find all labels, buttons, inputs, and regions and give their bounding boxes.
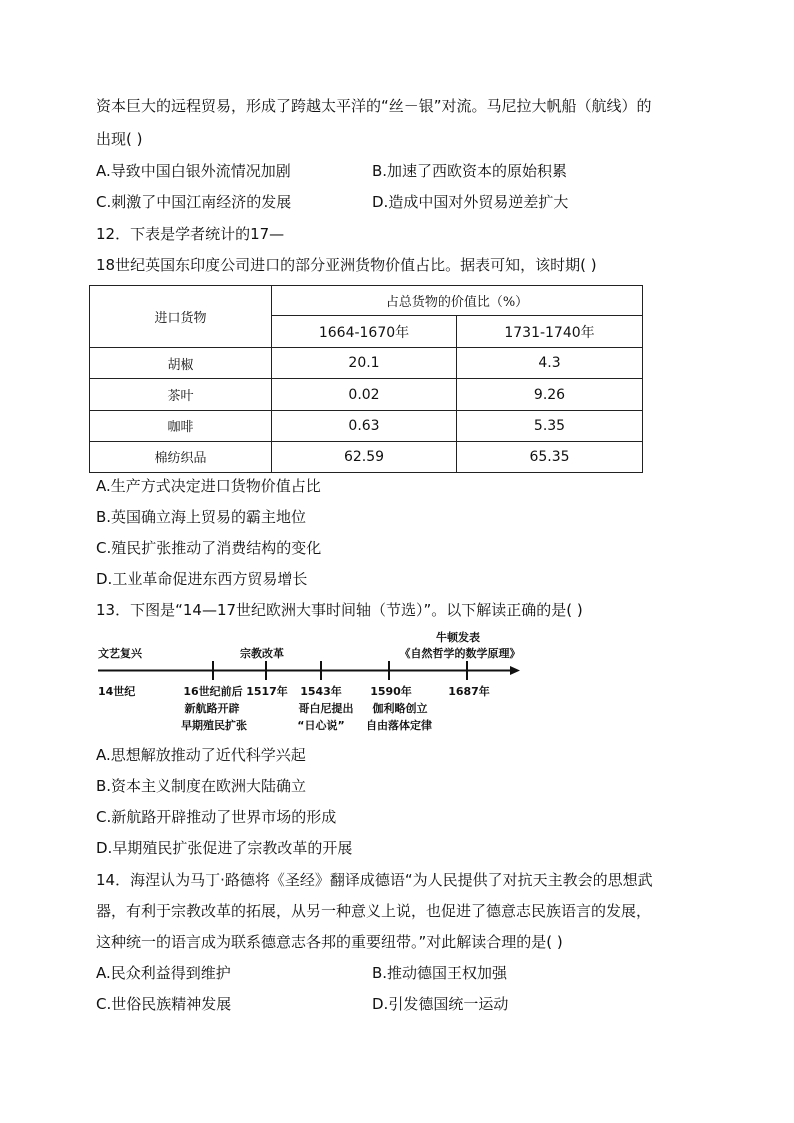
header-period-2: 1731-1740年 xyxy=(457,316,643,348)
value-cell: 5.35 xyxy=(457,410,643,441)
q11-option-c: C.刺激了中国江南经济的发展 xyxy=(96,193,292,211)
q14-option-c: C.世俗民族精神发展 xyxy=(96,995,232,1013)
timeline-label-galileo-2: 自由落体定律 xyxy=(366,719,432,732)
header-import-goods: 进口货物 xyxy=(90,286,272,348)
value-cell: 4.3 xyxy=(457,348,643,379)
timeline-tick-label: 1590年 xyxy=(370,685,412,698)
timeline-label-copernicus-1: 哥白尼提出 xyxy=(298,702,354,715)
q13-option-b: B.资本主义制度在欧洲大陆确立 xyxy=(96,777,307,795)
q13-option-d: D.早期殖民扩张促进了宗教改革的开展 xyxy=(96,839,353,857)
q12-option-a: A.生产方式决定进口货物价值占比 xyxy=(96,477,321,495)
q11-stem-line2: 出现( ) xyxy=(96,130,143,148)
value-cell: 0.02 xyxy=(272,379,457,410)
timeline-label-newton-1: 牛顿发表 xyxy=(436,631,480,644)
goods-cell: 胡椒 xyxy=(90,348,272,379)
q14-stem-line1: 14．海涅认为马丁·路德将《圣经》翻译成德语“为人民提供了对抗天主教会的思想武 xyxy=(96,871,653,889)
timeline-tick-label: 16世纪前后 xyxy=(183,685,243,698)
timeline-label-renaissance: 文艺复兴 xyxy=(98,647,142,660)
q12-stem-line1: 12．下表是学者统计的17— xyxy=(96,225,285,243)
timeline-label-new-routes: 新航路开辟 xyxy=(184,702,240,715)
value-cell: 62.59 xyxy=(272,441,457,472)
table-row xyxy=(90,441,643,472)
header-period-1: 1664-1670年 xyxy=(272,316,457,348)
timeline-tick-label: 1517年 xyxy=(246,685,288,698)
value-cell: 65.35 xyxy=(457,441,643,472)
q14-option-a: A.民众利益得到维护 xyxy=(96,964,231,982)
q12-option-c: C.殖民扩张推动了消费结构的变化 xyxy=(96,539,322,557)
timeline-label-copernicus-2: “日心说” xyxy=(297,719,345,732)
timeline-tick-label: 14世纪 xyxy=(98,685,136,698)
timeline-label-reformation: 宗教改革 xyxy=(240,647,284,660)
table-row xyxy=(90,379,643,410)
timeline-label-galileo-1: 伽利略创立 xyxy=(372,702,428,715)
q13-option-a: A.思想解放推动了近代科学兴起 xyxy=(96,746,306,764)
timeline-label-colonial-expansion: 早期殖民扩张 xyxy=(181,719,247,732)
q12-stem-line2: 18世纪英国东印度公司进口的部分亚洲货物价值占比。据表可知，该时期( ) xyxy=(96,256,597,274)
goods-value-table xyxy=(89,285,643,473)
q11-stem-line1: 资本巨大的远程贸易，形成了跨越太平洋的“丝－银”对流。马尼拉大帆船（航线）的 xyxy=(96,97,652,115)
q13-option-c: C.新航路开辟推动了世界市场的形成 xyxy=(96,808,337,826)
timeline-tick-label: 1543年 xyxy=(300,685,342,698)
value-cell: 0.63 xyxy=(272,410,457,441)
table-row xyxy=(90,348,643,379)
goods-cell: 咖啡 xyxy=(90,410,272,441)
table-row xyxy=(90,410,643,441)
header-value-ratio: 占总货物的价值比（%） xyxy=(272,286,643,316)
q14-option-d: D.引发德国统一运动 xyxy=(372,995,509,1013)
goods-cell: 棉纺织品 xyxy=(90,441,272,472)
q11-option-a: A.导致中国白银外流情况加剧 xyxy=(96,162,291,180)
q14-stem-line3: 这种统一的语言成为联系德意志各邦的重要纽带。”对此解读合理的是( ) xyxy=(96,933,563,951)
q11-option-d: D.造成中国对外贸易逆差扩大 xyxy=(372,193,569,211)
q14-stem-line2: 器，有利于宗教改革的拓展，从另一种意义上说，也促进了德意志民族语言的发展， xyxy=(96,902,652,920)
goods-cell: 茶叶 xyxy=(90,379,272,410)
timeline-tick-label: 1687年 xyxy=(448,685,490,698)
q12-option-b: B.英国确立海上贸易的霸主地位 xyxy=(96,508,307,526)
value-cell: 20.1 xyxy=(272,348,457,379)
value-cell: 9.26 xyxy=(457,379,643,410)
q11-option-b: B.加速了西欧资本的原始积累 xyxy=(372,162,568,180)
q14-option-b: B.推动德国王权加强 xyxy=(372,964,508,982)
q13-stem: 13．下图是“14—17世纪欧洲大事时间轴（节选）”。以下解读正确的是( ) xyxy=(96,601,583,619)
q12-option-d: D.工业革命促进东西方贸易增长 xyxy=(96,570,308,588)
timeline-label-newton-2: 《自然哲学的数学原理》 xyxy=(399,647,521,660)
